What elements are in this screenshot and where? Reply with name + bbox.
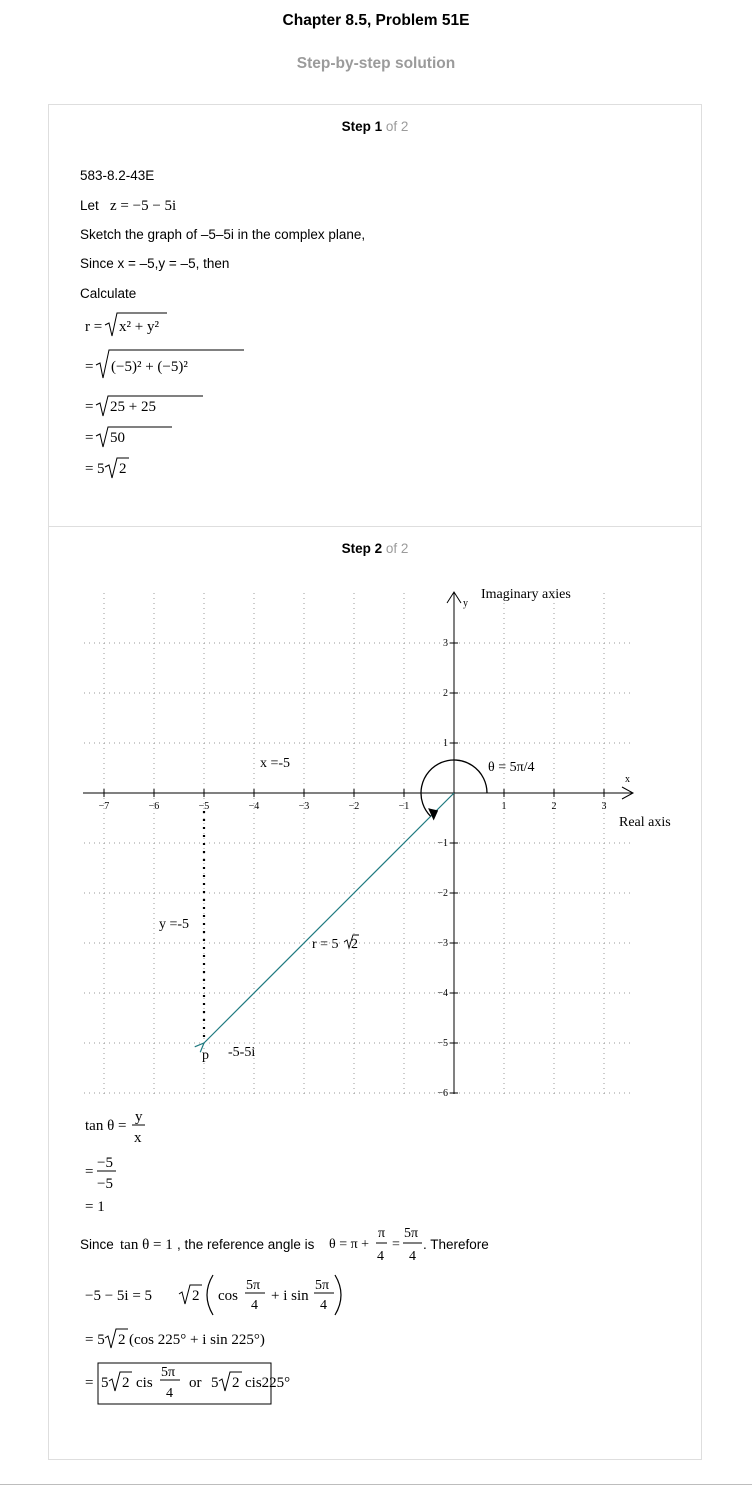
sqrt-two: 2	[232, 1375, 240, 1391]
step-count: of 2	[385, 541, 409, 556]
therefore-text: . Therefore	[423, 1237, 489, 1252]
imaginary-axis-label: Imaginary axies	[481, 587, 571, 602]
eq2-radicand: 25 + 25	[110, 399, 156, 415]
r-radicand: x² + y²	[119, 319, 159, 335]
eq-sign-3: =	[85, 430, 94, 446]
tan-numerator: y	[135, 1109, 143, 1125]
plus-i-sin: + i sin	[271, 1288, 309, 1304]
four-denominator: 4	[320, 1298, 327, 1313]
four-denominator: 4	[409, 1249, 416, 1264]
y-tick-label: −2	[437, 888, 448, 899]
x-axis-letter: x	[625, 774, 630, 785]
x-tick-label: −2	[348, 801, 360, 812]
eq-sign: =	[85, 1164, 94, 1180]
sqrt-two: 2	[192, 1288, 200, 1304]
eq4-coefficient: 5	[97, 461, 105, 477]
theta-label: θ = 5π/4	[488, 760, 535, 775]
since-word: Since	[80, 1237, 114, 1252]
tan-equals-one: tan θ = 1	[120, 1237, 173, 1253]
reference-angle-text: , the reference angle is	[177, 1237, 315, 1252]
eq3-radicand: 50	[110, 430, 125, 446]
right-paren	[335, 1275, 341, 1315]
sketch-instruction: Sketch the graph of –5–5i in the complex plane,	[80, 227, 366, 242]
x-equals-label: x =-5	[260, 756, 291, 771]
reference-angle-expression	[325, 1221, 435, 1267]
eq1-radicand: (−5)² + (−5)²	[111, 359, 188, 375]
eq-sign: =	[85, 1375, 94, 1391]
five-pi-numerator: 5π	[404, 1226, 419, 1241]
five-pi-numerator: 5π	[161, 1365, 176, 1380]
x-tick-label: −4	[248, 801, 260, 812]
step-count: of 2	[385, 119, 409, 134]
let-word: Let	[80, 198, 99, 213]
cos-word: cos	[218, 1288, 238, 1304]
axes	[83, 592, 633, 1094]
eq-sign: =	[392, 1237, 400, 1252]
boxed-or: or	[189, 1375, 202, 1391]
sqrt-two: 2	[118, 1332, 126, 1348]
five-pi-numerator: 5π	[315, 1278, 330, 1293]
left-paren	[207, 1275, 213, 1315]
tick-labels	[99, 638, 607, 1099]
y-tick-label: −6	[437, 1088, 448, 1099]
real-axis-label: Real axis	[619, 815, 671, 830]
eq4-radicand: 2	[119, 461, 127, 477]
y-equals-label: y =-5	[159, 917, 190, 932]
point-value-label: -5-5i	[228, 1045, 256, 1060]
four-denominator: 4	[166, 1386, 173, 1401]
five-pi-numerator: 5π	[246, 1278, 261, 1293]
eq-sign-2: =	[85, 399, 94, 415]
boxed-cis: cis	[136, 1375, 153, 1391]
x-tick-label: −1	[398, 801, 410, 812]
calculate-label: Calculate	[80, 286, 137, 301]
y-tick-label: −4	[437, 988, 448, 999]
theta-equals-pi-plus: θ = π +	[329, 1237, 370, 1252]
y-tick-label: 2	[443, 688, 448, 699]
z-expression: z = −5 − 5i	[110, 198, 177, 214]
deg-line-suffix: (cos 225° + i sin 225°)	[129, 1332, 265, 1348]
polar-lhs: −5 − 5i = 5	[85, 1288, 153, 1304]
four-denominator: 4	[377, 1249, 384, 1264]
boxed-coefficient: 5	[211, 1375, 219, 1391]
step-2-card	[48, 526, 702, 1460]
since-values: Since x = –5,y = –5, then	[80, 256, 230, 271]
solution-subtitle: Step-by-step solution	[296, 55, 456, 72]
tan-lhs: tan θ =	[85, 1118, 127, 1134]
chapter-title: Chapter 8.5, Problem 51E	[282, 12, 470, 29]
boxed-tail: cis225°	[245, 1375, 291, 1391]
four-denominator: 4	[251, 1298, 258, 1313]
grid	[84, 593, 631, 1096]
polar-form-derivation	[81, 1269, 381, 1419]
x-tick-label: 3	[601, 801, 607, 812]
y-tick-label: 3	[443, 638, 448, 649]
y-tick-label: −1	[437, 838, 448, 849]
y-tick-label: 1	[443, 738, 448, 749]
step-label: Step 2	[341, 541, 383, 556]
vector	[195, 760, 487, 1052]
equals-one: = 1	[85, 1199, 105, 1215]
x-tick-label: −7	[98, 801, 110, 812]
deg-line-prefix: = 5	[85, 1332, 105, 1348]
x-tick-label: 2	[551, 801, 557, 812]
step-label: Step 1	[341, 119, 383, 134]
x-tick-label: −6	[148, 801, 160, 812]
fraction-denominator: −5	[97, 1176, 113, 1192]
r-vector-radicand: 2	[351, 937, 358, 952]
page-bottom-border	[0, 1484, 752, 1485]
tan-denominator: x	[134, 1130, 142, 1146]
x-tick-label: 1	[501, 801, 507, 812]
r-label: r =	[85, 319, 103, 335]
point-p-label: p	[202, 1048, 209, 1063]
tangent-derivation	[81, 1105, 211, 1215]
r-vector-label: r = 5	[312, 937, 339, 952]
x-tick-label: −3	[298, 801, 310, 812]
eq-sign-1: =	[85, 359, 94, 375]
pi-numerator: π	[378, 1226, 386, 1241]
sqrt-two: 2	[122, 1375, 130, 1391]
fraction-numerator: −5	[97, 1155, 113, 1171]
y-tick-label: −5	[437, 1038, 448, 1049]
eq-sign-4: =	[85, 461, 94, 477]
vector-line	[204, 793, 454, 1043]
y-axis-letter: y	[463, 598, 468, 609]
y-tick-label: −3	[437, 938, 448, 949]
x-tick-label: −5	[198, 801, 210, 812]
boxed-coefficient: 5	[101, 1375, 109, 1391]
problem-code: 583-8.2-43E	[80, 168, 155, 183]
